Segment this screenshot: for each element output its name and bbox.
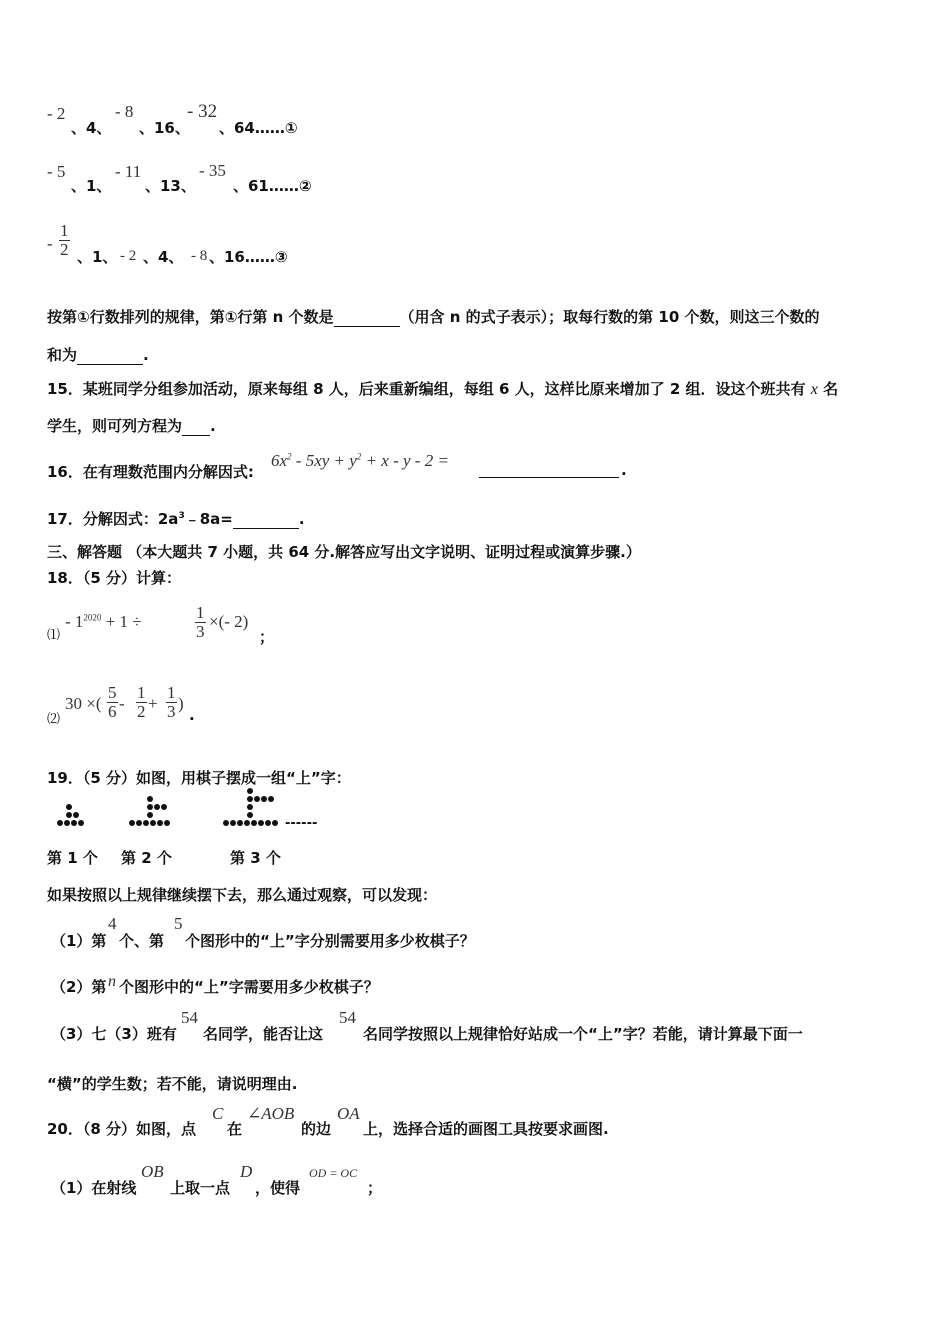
q15-text-b: 名: [823, 380, 839, 398]
q18-p1-den: 3: [196, 622, 205, 641]
q20-point-c: C: [212, 1104, 224, 1123]
q20-sub-1: [47, 1160, 747, 1196]
section-3-heading: 三、解答题 （本大题共 7 小题，共 64 分.解答应写出文字说明、证明过程或演算步骤.）: [47, 543, 641, 561]
q19-s1-text-c: 个图形中的“上”字分别需要用多少枚棋子？: [185, 932, 475, 950]
q20-s1-point-d: D: [240, 1162, 253, 1181]
seq1-sep-1: 、4、: [71, 119, 112, 137]
q18-part-1-expr-a: - $1^{2020} + 1$ ÷: [65, 612, 142, 631]
q15-text-a: 15．某班同学分组参加活动，原来每组 8 人，后来重新编组，每组 6 人，这样比原来增加了 2 组．设这个班共有: [47, 380, 806, 398]
seq2-term-3: - 11: [115, 162, 142, 181]
q18-part-1-fraction: [195, 604, 206, 641]
q14-line-2: [47, 344, 149, 365]
q18-part-1-expr-c: ×(- 2): [209, 612, 249, 631]
q17-text-b: ﹣8a=: [184, 510, 233, 528]
q16-text: 16．在有理数范围内分解因式:: [47, 463, 254, 481]
q20-text-b: 在: [227, 1120, 243, 1138]
q16-period: .: [621, 461, 627, 479]
q19-s3-text-b: 名同学，能否让这: [203, 1025, 324, 1043]
q18-p2-frac-3: $\frac{1}{3}$: [167, 683, 176, 721]
q19-sub-3: [47, 1006, 927, 1042]
q18-part-2-end: .: [189, 706, 195, 724]
q20-text-c: 的边: [301, 1120, 332, 1138]
seq3-sep-1: 、1、: [77, 248, 118, 266]
seq3-sep-2: 、4、: [143, 248, 184, 266]
q18-p2-plus: +: [148, 694, 158, 713]
figure-3-pieces: [223, 788, 287, 834]
seq2-sep-1: 、1、: [71, 177, 112, 195]
q15-blank[interactable]: [182, 417, 210, 436]
q17-text-a: 17．分解因式：2a: [47, 510, 179, 528]
seq3-minus: -: [47, 234, 53, 253]
seq3-tail: 、16……③: [209, 248, 288, 266]
q18-p2-minus: -: [119, 694, 125, 713]
q18-p2-frac-1: $\frac{5}{6}$: [108, 683, 117, 721]
q19-s3-num-2: 54: [339, 1008, 356, 1027]
q19-s1-text-a: （1）第: [51, 932, 107, 950]
q20-s1-text-c: ，使得: [255, 1179, 301, 1197]
q19-s2-n: n: [108, 973, 116, 990]
q19-s2-text-b: 个图形中的“上”字需要用多少枚棋子？: [119, 978, 379, 996]
q19-s3-num-1: 54: [181, 1008, 198, 1027]
q18-part-2-label: ⑵: [47, 712, 61, 727]
q20-title: [47, 1102, 747, 1138]
q19-figure: [47, 796, 347, 836]
q18-title: 18．（5 分）计算：: [47, 569, 182, 587]
q20-s1-text-b: 上取一点: [170, 1179, 231, 1197]
q17: [47, 508, 305, 529]
seq1-tail: 、64……①: [219, 119, 298, 137]
q15-line-1: [47, 378, 838, 399]
q19-s1-num-2: 5: [174, 914, 183, 933]
q20-text-a: 20．（8 分）如图，点: [47, 1120, 197, 1138]
q19-s1-text-b: 个、第: [119, 932, 165, 950]
figure-ellipsis: ------: [285, 816, 318, 831]
q15-variable: x: [810, 381, 818, 398]
q17-exponent: 3: [178, 511, 185, 521]
q16-blank[interactable]: [479, 461, 619, 478]
q19-intro: 如果按照以上规律继续摆下去，那么通过观察，可以发现：: [47, 886, 438, 904]
q14-text-a: 按第①行数排列的规律，第①行第 n 个数是: [47, 308, 334, 326]
q16: [47, 449, 647, 479]
seq1-term-3: - 8: [115, 102, 134, 121]
q15-period: .: [210, 417, 216, 435]
q16-expression: $6x^2 - 5xy + y^2 + x - y - 2$ =: [271, 451, 449, 470]
seq3-fraction-den: 2: [60, 240, 69, 259]
q18-p1-num: 1: [196, 603, 205, 622]
q20-ray-oa: OA: [337, 1104, 360, 1123]
q18-part-1-label: ⑴: [47, 628, 61, 643]
figure-1-pieces: [57, 804, 87, 834]
figure-2-pieces: [129, 796, 175, 834]
q14-text-b: （用含 n 的式子表示）；取每行数的第 10 个数，则这三个数的: [399, 308, 820, 326]
q14-blank-2[interactable]: [77, 346, 143, 365]
q18-p2-frac-2: $\frac{1}{2}$: [137, 683, 146, 721]
q14-period: .: [143, 346, 149, 364]
q20-s1-text-a: （1）在射线: [51, 1179, 137, 1197]
seq3-fraction: [59, 222, 70, 259]
q18-part-1-end: ；: [259, 628, 275, 646]
sequence-row-2: [47, 158, 347, 198]
q18-part-2: [47, 684, 347, 730]
seq1-term-1: - 2: [47, 104, 66, 123]
seq2-term-1: - 5: [47, 162, 66, 181]
q19-s1-num-1: 4: [108, 914, 117, 933]
q18-part-2-expr-a: 30 ×(: [65, 694, 102, 713]
seq3-term-5: - 8: [191, 248, 208, 264]
q19-title: 19．（5 分）如图，用棋子摆成一组“上”字：: [47, 769, 351, 787]
sequence-row-3: [47, 220, 347, 270]
q19-sub-2: [47, 970, 647, 1000]
q15-line-2: [47, 415, 216, 436]
q17-blank[interactable]: [233, 510, 299, 529]
q20-s1-ray-ob: OB: [141, 1162, 164, 1181]
q19-s3-text-c: 名同学按照以上规律恰好站成一个“上”字？若能，请计算最下面一: [363, 1025, 803, 1043]
seq3-fraction-num: 1: [60, 221, 69, 240]
q20-angle: ∠AOB: [247, 1104, 295, 1123]
seq2-term-5: - 35: [199, 161, 226, 180]
q19-s3-text-a: （3）七（3）班有: [51, 1025, 177, 1043]
figure-3-label: 第 3 个: [230, 849, 281, 867]
q18-part-1: [47, 604, 347, 650]
q20-text-d: 上，选择合适的画图工具按要求画图.: [363, 1120, 609, 1138]
sequence-row-1: [47, 100, 347, 140]
q17-period: .: [298, 510, 305, 528]
q19-sub-3-line-2: “横”的学生数；若不能，请说明理由.: [47, 1075, 298, 1093]
q19-s2-text-a: （2）第: [51, 978, 107, 996]
seq2-sep-2: 、13、: [145, 177, 196, 195]
q18-p2-close: ): [178, 694, 184, 713]
q14-line-1: [47, 306, 819, 327]
q14-blank-1[interactable]: [334, 308, 400, 327]
seq1-sep-2: 、16、: [139, 119, 190, 137]
q19-sub-1: [47, 912, 647, 948]
figure-2-label: 第 2 个: [121, 849, 172, 867]
q14-text-c: 和为: [47, 346, 78, 364]
figure-1-label: 第 1 个: [47, 849, 98, 867]
seq2-tail: 、61……②: [233, 177, 312, 195]
q20-s1-equation: OD = OC: [309, 1166, 358, 1180]
seq3-term-3: - 2: [120, 248, 137, 264]
seq1-term-5: - 32: [187, 101, 218, 122]
q20-s1-end: ；: [367, 1179, 383, 1197]
q15-text-c: 学生，则可列方程为: [47, 417, 183, 435]
